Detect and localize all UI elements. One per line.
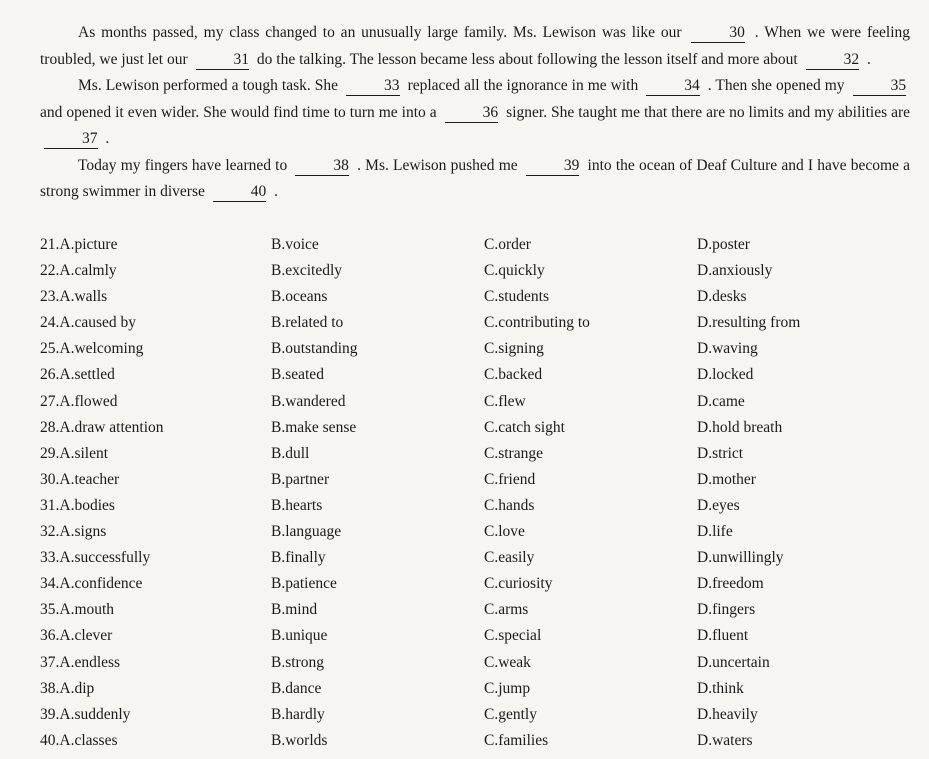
option-a-text: A.draw attention xyxy=(59,418,164,436)
passage-text: do the talking. The lesson became less about following the lesson itself and more about xyxy=(256,50,798,68)
option-c: C.love xyxy=(484,523,525,541)
option-c: C.contributing to xyxy=(484,314,590,332)
passage-text: into the ocean of Deaf Culture and I have become a strong swimmer in diverse xyxy=(40,156,910,200)
question-number: 24. xyxy=(40,314,60,332)
question-row xyxy=(40,597,920,623)
option-a xyxy=(40,702,271,728)
passage-text: and opened it even wider. She would find time to turn me into a xyxy=(40,103,437,121)
option-a-text: A.bodies xyxy=(59,496,115,514)
option-a xyxy=(40,389,271,415)
option-a xyxy=(40,650,271,676)
option-a xyxy=(40,676,271,702)
question-number: 21. xyxy=(40,236,60,253)
passage-text: replaced all the ignorance in me with xyxy=(407,77,639,94)
blank-number: 35 xyxy=(853,77,907,96)
option-a xyxy=(40,310,271,336)
option-d: D.resulting from xyxy=(697,314,801,332)
question-row xyxy=(40,493,920,519)
question-row xyxy=(40,545,920,571)
question-number: 28. xyxy=(40,418,60,436)
question-row xyxy=(40,441,920,467)
option-b: B.finally xyxy=(271,549,326,567)
option-a xyxy=(40,623,271,649)
option-c: C.order xyxy=(484,236,531,253)
option-a xyxy=(40,545,271,571)
option-c: C.curiosity xyxy=(484,575,553,593)
option-a xyxy=(40,467,271,493)
option-c: C.arms xyxy=(484,601,529,619)
option-b: B.wandered xyxy=(271,392,346,410)
question-number: 32. xyxy=(40,523,60,541)
option-a xyxy=(40,336,271,362)
option-c: C.signing xyxy=(484,340,544,358)
blank-number: 30 xyxy=(691,24,745,43)
option-c: C.quickly xyxy=(484,262,545,280)
passage-text: . xyxy=(866,50,871,68)
blank-number: 40 xyxy=(213,183,267,202)
option-c: C.strange xyxy=(484,444,543,462)
option-d: D.poster xyxy=(697,236,750,253)
question-row xyxy=(40,519,920,545)
passage-paragraph xyxy=(40,20,910,73)
passage-text: . Then she opened my xyxy=(707,77,845,94)
option-b: B.outstanding xyxy=(271,340,358,358)
passage-paragraph xyxy=(40,73,910,153)
option-a xyxy=(40,493,271,519)
option-a xyxy=(40,597,271,623)
passage-text: . xyxy=(274,183,279,200)
option-a-text: A.calmly xyxy=(59,262,117,280)
option-b: B.unique xyxy=(271,627,328,645)
question-row xyxy=(40,728,920,754)
option-c: C.weak xyxy=(484,653,531,671)
blank-number: 32 xyxy=(806,51,860,70)
option-d: D.came xyxy=(697,392,745,410)
option-b: B.mind xyxy=(271,601,318,619)
option-c: C.easily xyxy=(484,549,535,567)
option-a xyxy=(40,728,271,754)
option-d: D.hold breath xyxy=(697,418,783,436)
passage-text: . When we were feeling troubled, we just let our xyxy=(40,24,911,68)
option-d: D.strict xyxy=(697,444,744,462)
option-a-text: A.dip xyxy=(59,679,95,697)
option-d: D.anxiously xyxy=(697,262,773,280)
option-b: B.language xyxy=(271,523,342,541)
question-number: 30. xyxy=(40,470,60,488)
option-b: B.excitedly xyxy=(271,262,343,280)
option-d: D.uncertain xyxy=(697,653,770,671)
option-c: C.gently xyxy=(484,705,537,723)
question-number: 34. xyxy=(40,575,60,593)
question-number: 38. xyxy=(40,679,60,697)
option-c: C.students xyxy=(484,288,550,306)
option-b: B.patience xyxy=(271,575,337,593)
option-b: B.worlds xyxy=(271,731,328,749)
question-row xyxy=(40,676,920,702)
question-row xyxy=(40,232,920,258)
option-a xyxy=(40,232,271,258)
option-a-text: A.successfully xyxy=(59,549,151,567)
option-d: D.life xyxy=(697,523,733,541)
option-c: C.families xyxy=(484,731,549,749)
option-a-text: A.welcoming xyxy=(59,340,144,358)
option-b: B.partner xyxy=(271,470,330,488)
option-a-text: A.silent xyxy=(59,444,109,462)
option-a-text: A.picture xyxy=(59,236,118,253)
option-a-text: A.signs xyxy=(59,523,107,541)
passage-text: Today my fingers have learned to xyxy=(78,156,288,174)
option-a-text: A.walls xyxy=(59,288,108,306)
option-a-text: A.endless xyxy=(59,653,121,671)
option-c: C.catch sight xyxy=(484,418,565,436)
option-c: C.jump xyxy=(484,679,531,697)
question-number: 25. xyxy=(40,340,60,358)
question-row xyxy=(40,571,920,597)
question-number: 37. xyxy=(40,653,60,671)
answer-options-list xyxy=(40,232,920,754)
blank-number: 34 xyxy=(646,77,700,96)
option-d: D.think xyxy=(697,679,744,697)
option-c: C.flew xyxy=(484,392,526,410)
question-number: 36. xyxy=(40,627,60,645)
option-a xyxy=(40,441,271,467)
option-b: B.hardly xyxy=(271,705,325,723)
option-b: B.related to xyxy=(271,314,344,332)
option-b: B.seated xyxy=(271,366,324,384)
question-number: 26. xyxy=(40,366,60,384)
option-a xyxy=(40,258,271,284)
question-row xyxy=(40,362,920,388)
question-row xyxy=(40,415,920,441)
option-d: D.waters xyxy=(697,731,753,749)
option-d: D.heavily xyxy=(697,705,758,723)
option-a-text: A.confidence xyxy=(59,575,143,593)
option-d: D.mother xyxy=(697,470,756,488)
question-number: 35. xyxy=(40,601,60,619)
option-d: D.eyes xyxy=(697,496,740,514)
passage-text: . xyxy=(105,130,110,147)
passage-text: . Ms. Lewison pushed me xyxy=(357,156,518,174)
question-row xyxy=(40,650,920,676)
option-b: B.strong xyxy=(271,653,324,671)
option-a xyxy=(40,362,271,388)
option-a-text: A.clever xyxy=(59,627,113,645)
question-number: 29. xyxy=(40,444,60,462)
option-b: B.oceans xyxy=(271,288,328,306)
passage-paragraph xyxy=(40,153,910,206)
option-d: D.unwillingly xyxy=(697,549,784,567)
blank-number: 31 xyxy=(196,51,250,70)
option-d: D.fingers xyxy=(697,601,756,619)
option-a-text: A.caused by xyxy=(59,314,136,332)
passage-text: signer. She taught me that there are no limits and my abilities are xyxy=(506,103,911,121)
option-d: D.fluent xyxy=(697,627,749,645)
option-b: B.hearts xyxy=(271,496,323,514)
option-a-text: A.mouth xyxy=(59,601,115,619)
option-a-text: A.settled xyxy=(59,366,115,384)
option-a-text: A.classes xyxy=(59,731,118,749)
option-b: B.dance xyxy=(271,679,322,697)
option-c: C.friend xyxy=(484,470,536,488)
option-d: D.waving xyxy=(697,340,758,358)
question-row xyxy=(40,623,920,649)
question-row xyxy=(40,258,920,284)
option-d: D.desks xyxy=(697,288,747,306)
question-number: 33. xyxy=(40,549,60,567)
option-a xyxy=(40,571,271,597)
question-row xyxy=(40,702,920,728)
question-row xyxy=(40,467,920,493)
option-b: B.voice xyxy=(271,236,319,253)
question-row xyxy=(40,389,920,415)
option-d: D.freedom xyxy=(697,575,764,593)
question-number: 40. xyxy=(40,731,60,749)
option-b: B.make sense xyxy=(271,418,357,436)
question-number: 27. xyxy=(40,392,60,410)
option-a-text: A.flowed xyxy=(59,392,118,410)
question-row xyxy=(40,310,920,336)
question-row xyxy=(40,336,920,362)
question-row xyxy=(40,284,920,310)
option-a xyxy=(40,415,271,441)
blank-number: 33 xyxy=(346,77,400,96)
option-d: D.locked xyxy=(697,366,754,384)
blank-number: 37 xyxy=(44,130,98,149)
blank-number: 38 xyxy=(295,157,349,176)
passage-text: As months passed, my class changed to an unusually large family. Ms. Lewison was like our xyxy=(78,24,682,41)
option-c: C.backed xyxy=(484,366,543,384)
cloze-passage xyxy=(40,20,910,206)
option-c: C.hands xyxy=(484,496,535,514)
question-number: 22. xyxy=(40,262,60,280)
option-a xyxy=(40,284,271,310)
passage-text: Ms. Lewison performed a tough task. She xyxy=(78,77,338,94)
option-a xyxy=(40,519,271,545)
question-number: 31. xyxy=(40,496,60,514)
question-number: 23. xyxy=(40,288,60,306)
option-c: C.special xyxy=(484,627,542,645)
option-b: B.dull xyxy=(271,444,310,462)
blank-number: 36 xyxy=(445,104,499,123)
option-a-text: A.teacher xyxy=(59,470,120,488)
blank-number: 39 xyxy=(526,157,580,176)
option-a-text: A.suddenly xyxy=(59,705,131,723)
question-number: 39. xyxy=(40,705,60,723)
